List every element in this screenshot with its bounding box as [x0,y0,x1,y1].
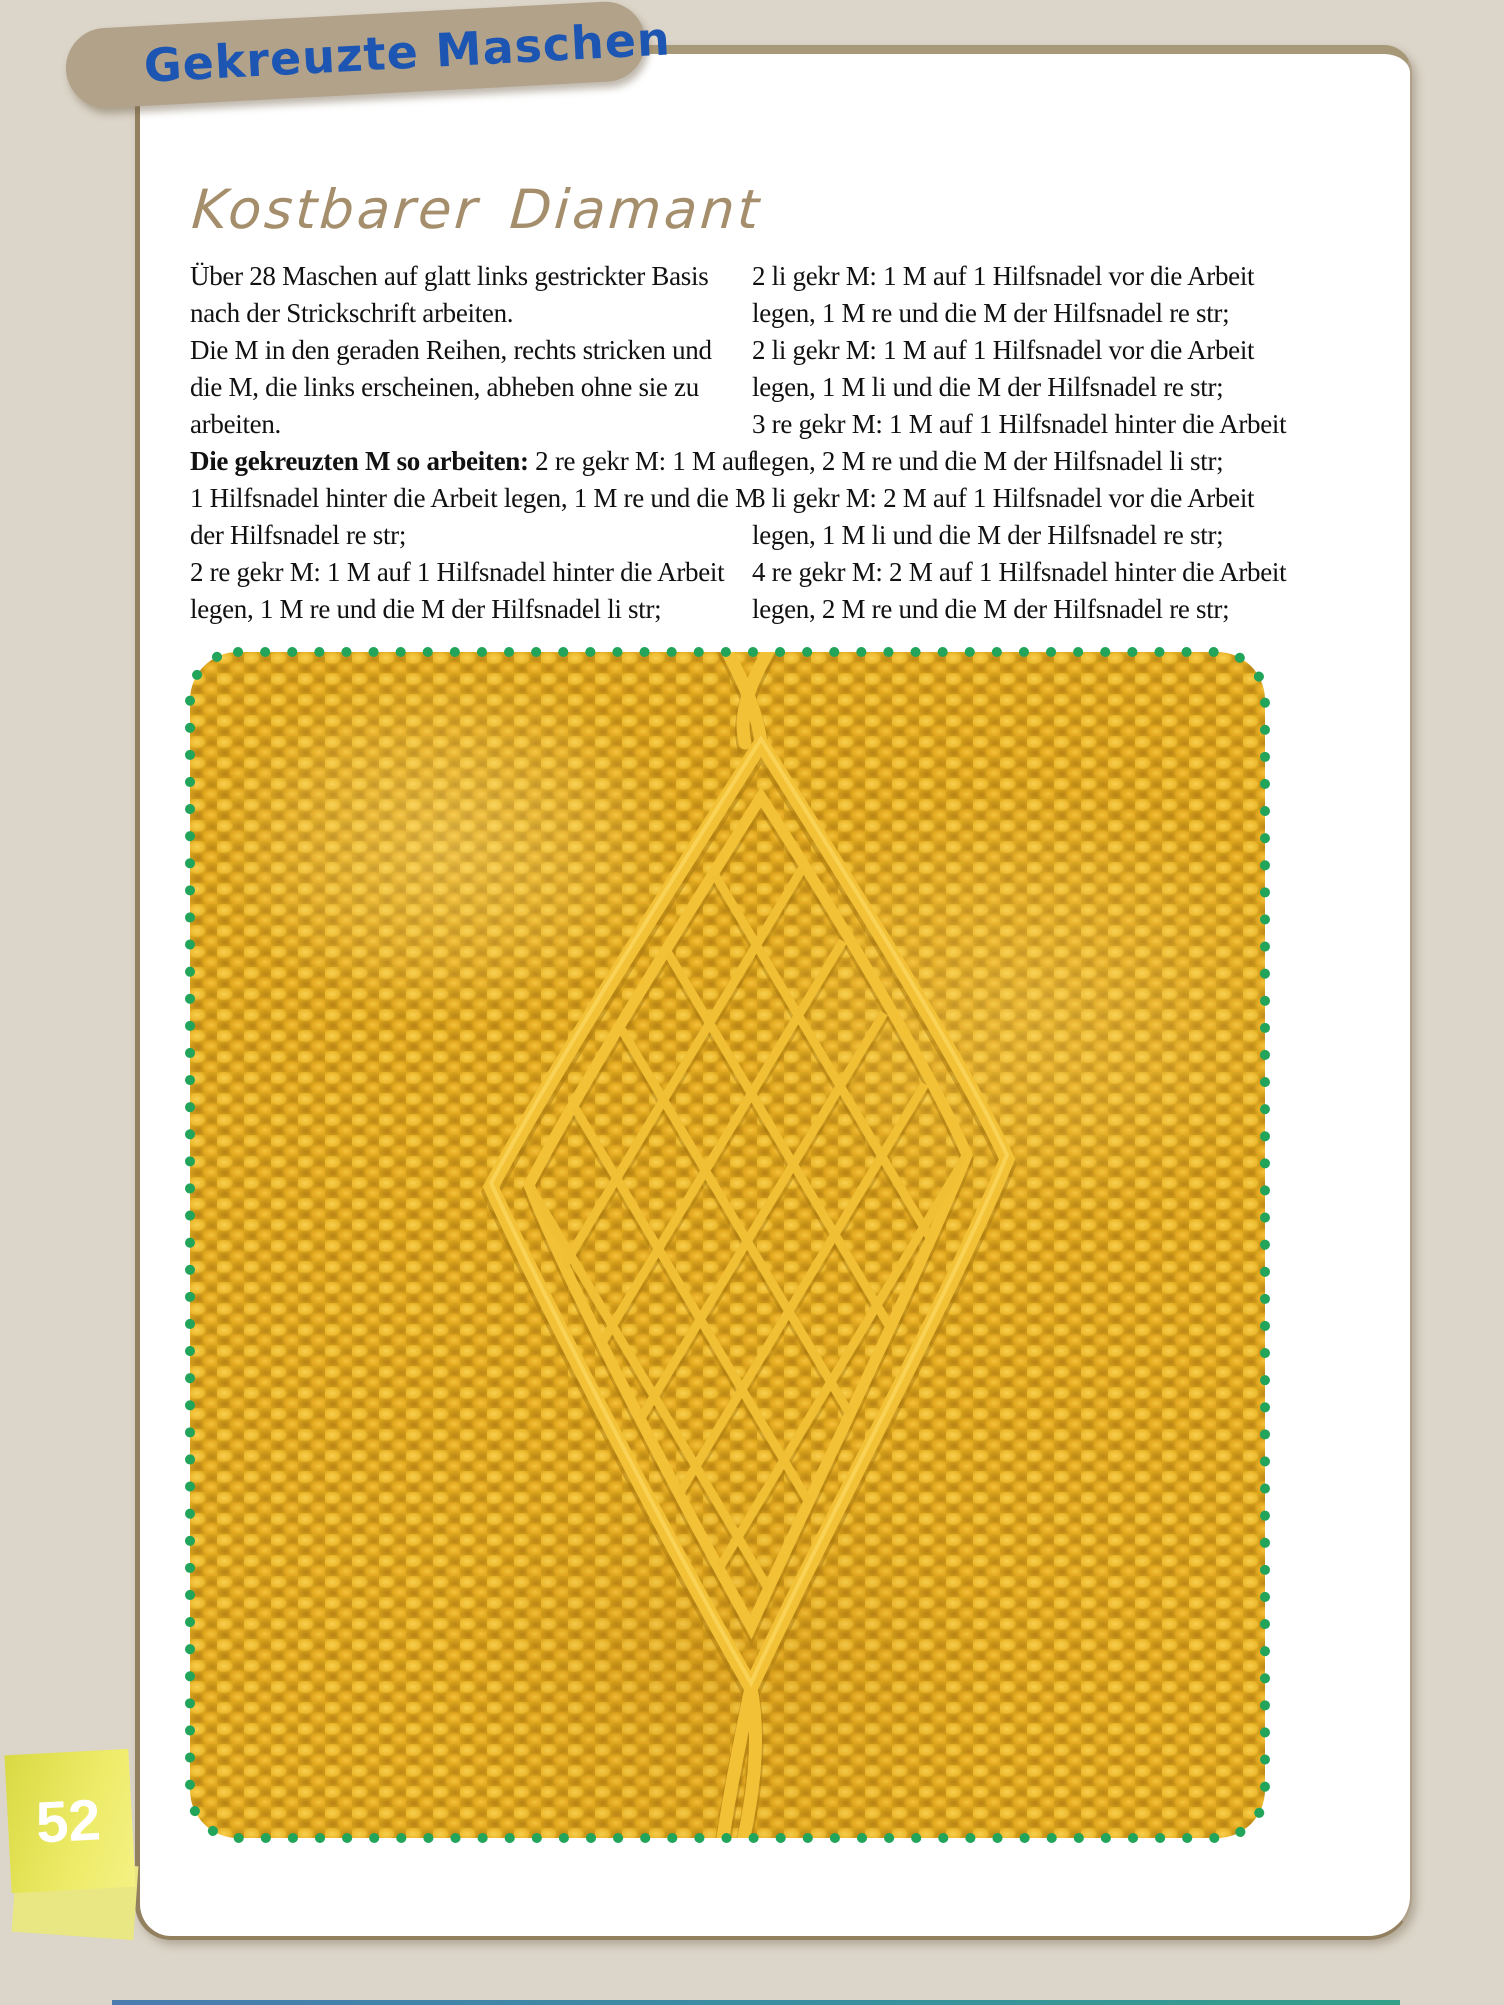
knit-swatch-photo [185,647,1270,1843]
instruction-column-left [190,258,759,628]
cable-diamond-graphic [185,647,1270,1843]
text-line: Die M in den geraden Reihen, rechts stricken und [190,335,712,365]
text-line: legen, 2 M re und die M der Hilfsnadel re str; [752,594,1230,624]
text-line: arbeiten. [190,409,281,439]
page-title: Kostbarer Diamant [189,178,764,241]
text-line: legen, 2 M re und die M der Hilfsnadel li str; [752,446,1224,476]
text-line: Über 28 Maschen auf glatt links gestrickter Basis [190,261,709,291]
text-line: Die gekreuzten M so arbeiten: 2 re gekr M: 1 M auf [190,446,756,476]
text-line: legen, 1 M re und die M der Hilfsnadel re str; [752,298,1230,328]
text-line: die M, die links erscheinen, abheben ohne sie zu [190,372,699,402]
instruction-text [190,258,1295,628]
text-line: der Hilfsnadel re str; [190,520,407,550]
text-line: 1 Hilfsnadel hinter die Arbeit legen, 1 M re und die M [190,483,759,513]
bottom-edge-strip [112,2000,1400,2005]
text-line: nach der Strickschrift arbeiten. [190,298,514,328]
instruction-column-right [752,258,1295,628]
chapter-tab-label: Gekreuzte Maschen [142,11,672,93]
text-line: 3 li gekr M: 2 M auf 1 Hilfsnadel vor die Arbeit [752,483,1255,513]
text-line: 2 li gekr M: 1 M auf 1 Hilfsnadel vor die Arbeit [752,335,1255,365]
text-line: 3 re gekr M: 1 M auf 1 Hilfsnadel hinter die Arbeit [752,409,1287,439]
page-number: 52 [34,1787,103,1856]
text-line: legen, 1 M li und die M der Hilfsnadel re str; [752,520,1224,550]
text-line: 4 re gekr M: 2 M auf 1 Hilfsnadel hinter die Arbeit [752,557,1287,587]
text-line: legen, 1 M li und die M der Hilfsnadel re str; [752,372,1224,402]
text-line: 2 re gekr M: 1 M auf 1 Hilfsnadel hinter die Arbeit [190,557,725,587]
text-line: 2 li gekr M: 1 M auf 1 Hilfsnadel vor die Arbeit [752,261,1255,291]
text-line: legen, 1 M re und die M der Hilfsnadel li str; [190,594,662,624]
